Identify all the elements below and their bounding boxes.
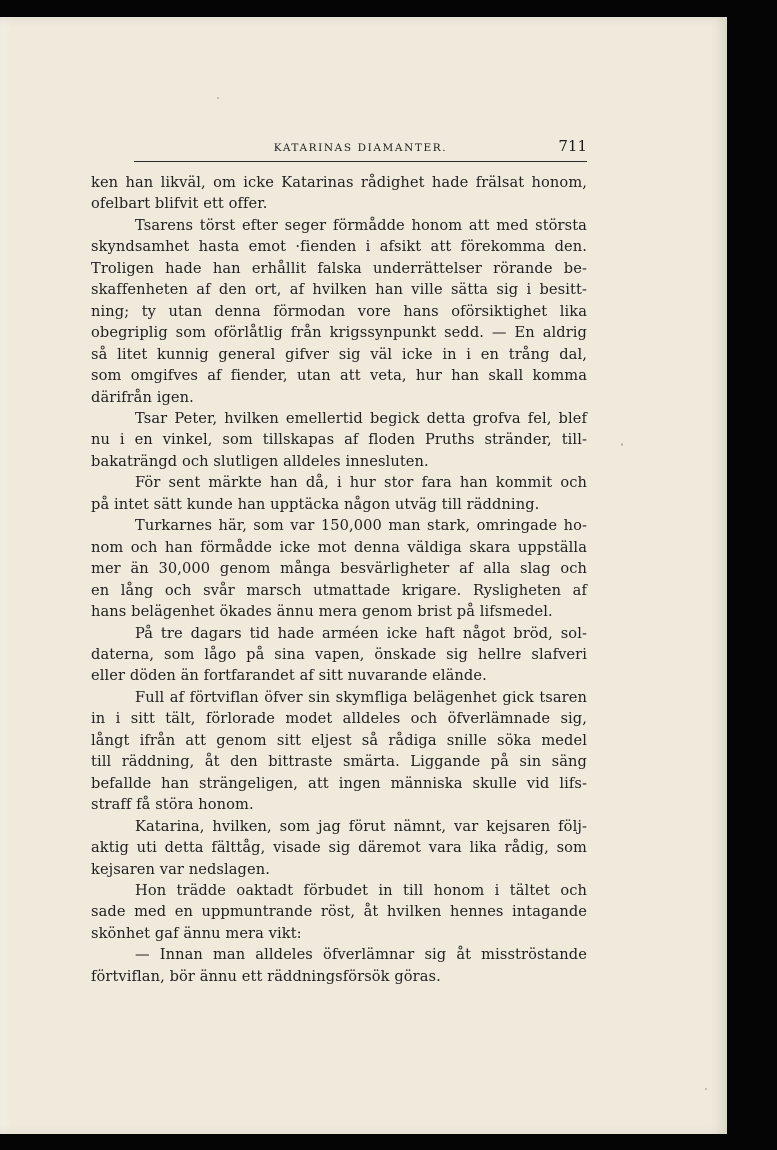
- text-line: ofelbart blifvit ett offer.: [91, 195, 268, 213]
- text-line: skaffenheten af den ort, af hvilken han ville sätta sig i besitt-: [91, 281, 587, 299]
- text-line: eller döden än fortfarandet af sitt nuvarande elände.: [91, 667, 487, 685]
- text-line: Hon trädde oaktadt förbudet in till honom i tältet och: [135, 881, 587, 899]
- text-line: så litet kunnig general gifver sig väl icke in i en trång dal,: [91, 345, 587, 363]
- book-page: [0, 17, 727, 1134]
- text-line: kejsaren var nedslagen.: [91, 860, 270, 878]
- text-line: På tre dagars tid hade arméen icke haft något bröd, sol-: [135, 624, 587, 642]
- text-line: Tsarens törst efter seger förmådde honom att med största: [135, 216, 587, 234]
- text-line: som omgifves af fiender, utan att veta, hur han skall komma: [91, 367, 587, 385]
- page-header: [134, 135, 587, 162]
- page-number: 711: [558, 137, 587, 155]
- text-line: bakaträngd och slutligen alldeles innesluten.: [91, 452, 429, 470]
- text-line: För sent märkte han då, i hur stor fara han kommit och: [135, 474, 587, 492]
- text-line: därifrån igen.: [91, 388, 194, 406]
- text-line: Katarina, hvilken, som jag förut nämnt, var kejsaren följ-: [135, 817, 587, 835]
- text-line: Troligen hade han erhållit falska underrättelser rörande be-: [91, 259, 587, 277]
- text-line: skönhet gaf ännu mera vikt:: [91, 924, 302, 942]
- text-line: obegriplig som oförlåtlig från krigssynpunkt sedd. — En aldrig: [91, 324, 587, 342]
- paper-speck: [621, 443, 623, 446]
- text-line: nu i en vinkel, som tillskapas af floden Pruths stränder, till-: [91, 431, 587, 449]
- text-line: Full af förtviflan öfver sin skymfliga belägenhet gick tsaren: [135, 688, 587, 706]
- body-text: [91, 172, 587, 987]
- text-line: mer än 30,000 genom många besvärligheter af alla slag och: [91, 560, 587, 578]
- text-line: skyndsamhet hasta emot ·fienden i afsikt att förekomma den.: [91, 238, 587, 256]
- paper-speck: [705, 1088, 707, 1090]
- text-line: sade med en uppmuntrande röst, åt hvilken hennes intagande: [91, 903, 587, 921]
- text-line: — Innan man alldeles öfverlämnar sig åt misströstande: [135, 946, 587, 964]
- text-line: på intet sätt kunde han upptäcka någon utväg till räddning.: [91, 495, 540, 513]
- text-line: befallde han strängeligen, att ingen människa skulle vid lifs-: [91, 774, 587, 792]
- text-line: ning; ty utan denna förmodan vore hans oförsiktighet lika: [91, 302, 587, 320]
- paper-speck: [217, 97, 219, 99]
- text-line: ken han likväl, om icke Katarinas rådighet hade frälsat honom,: [91, 174, 587, 191]
- text-line: aktig uti detta fälttåg, visade sig däremot vara lika rådig, som: [91, 839, 587, 857]
- text-line: straff få störa honom.: [91, 796, 254, 814]
- text-line: daterna, som lågo på sina vapen, önskade sig hellre slafveri: [91, 645, 587, 663]
- text-line: förtviflan, bör ännu ett räddningsförsök göras.: [91, 967, 441, 985]
- text-line: Turkarnes här, som var 150,000 man stark, omringade ho-: [135, 517, 587, 535]
- text-line: hans belägenhet ökades ännu mera genom brist på lifsmedel.: [91, 603, 553, 621]
- text-line: in i sitt tält, förlorade modet alldeles och öfverlämnade sig,: [91, 710, 587, 728]
- text-line: Tsar Peter, hvilken emellertid begick detta grofva fel, blef: [135, 409, 587, 427]
- text-line: långt ifrån att genom sitt eljest så rådiga snille söka medel: [91, 731, 587, 749]
- running-title: KATARINAS DIAMANTER.: [273, 142, 448, 154]
- text-line: nom och han förmådde icke mot denna väldiga skara uppställa: [91, 538, 587, 556]
- text-line: en lång och svår marsch utmattade krigare. Rysligheten af: [91, 581, 587, 599]
- text-line: till räddning, åt den bittraste smärta. Liggande på sin säng: [91, 753, 587, 771]
